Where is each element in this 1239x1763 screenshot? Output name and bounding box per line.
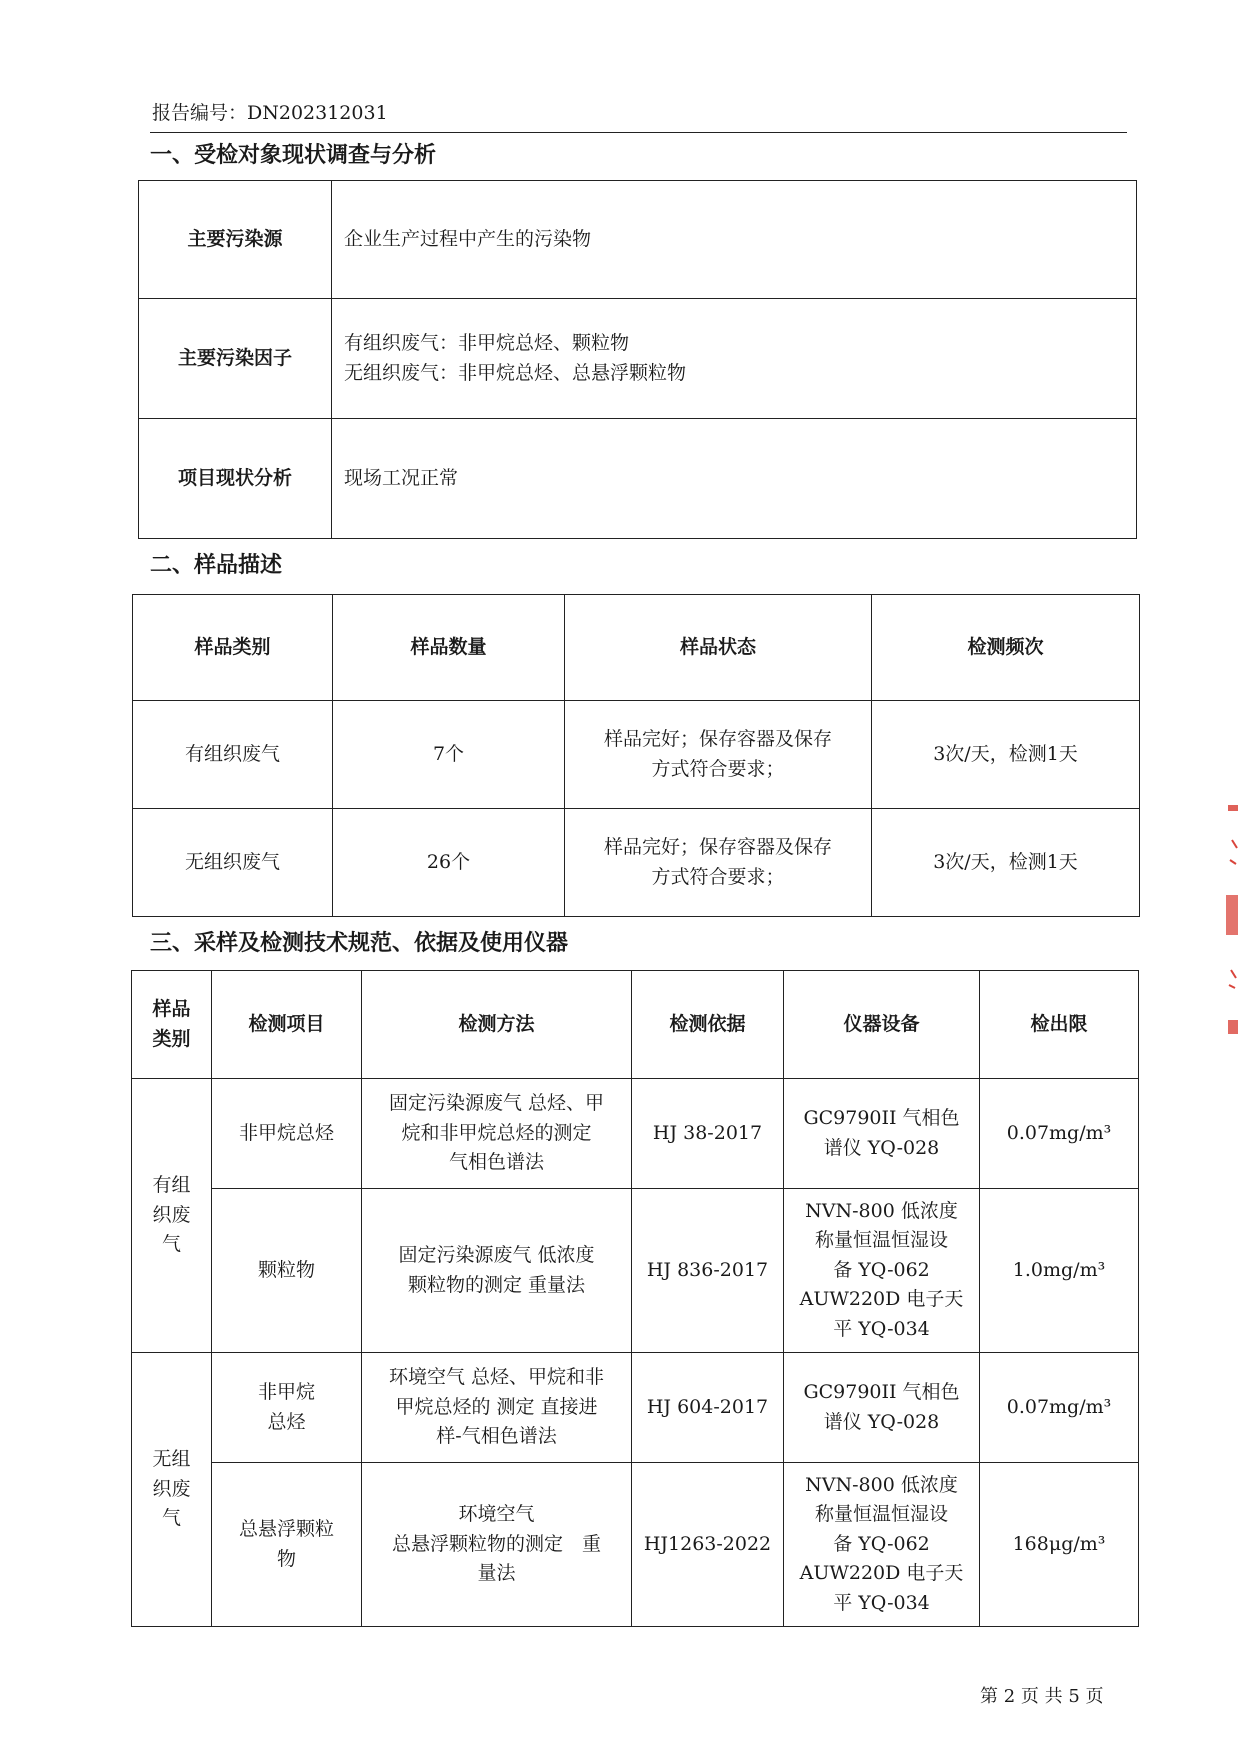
test-basis: HJ 836-2017 [632,1189,784,1353]
table-row [132,1079,1139,1189]
row-label: 主要污染源 [139,181,332,299]
section3-table [131,970,1139,1627]
table-row [133,809,1140,917]
instrument: GC9790II 气相色 谱仪 YQ-028 [784,1079,980,1189]
sample-category: 有组织废气 [133,701,333,809]
column-header: 样品 类别 [132,971,212,1079]
test-method: 固定污染源废气 低浓度 颗粒物的测定 重量法 [362,1189,632,1353]
test-item: 非甲烷总烃 [212,1079,362,1189]
table-row [132,1189,1139,1353]
table-row [139,299,1137,419]
table-row [132,1463,1139,1627]
section2-table [132,594,1140,917]
column-header: 样品数量 [333,595,565,701]
section2-title: 二、样品描述 [150,553,283,578]
table-header-row [133,595,1140,701]
sample-status: 样品完好；保存容器及保存 方式符合要求； [565,809,872,917]
table-row [139,419,1137,539]
column-header: 样品类别 [133,595,333,701]
header-rule [150,132,1127,133]
report-number: 报告编号：DN202312031 [152,102,388,124]
detection-limit: 1.0mg/m³ [980,1189,1139,1353]
test-item: 非甲烷 总烃 [212,1353,362,1463]
test-method: 环境空气 总烃、甲烷和非 甲烷总烃的 测定 直接进 样-气相色谱法 [362,1353,632,1463]
group-category: 有组 织废 气 [132,1079,212,1353]
section1-table [138,180,1137,539]
instrument: GC9790II 气相色 谱仪 YQ-028 [784,1353,980,1463]
row-value: 现场工况正常 [332,419,1137,539]
test-basis: HJ 38-2017 [632,1079,784,1189]
test-method: 环境空气 总悬浮颗粒物的测定 重 量法 [362,1463,632,1627]
group-category: 无组 织废 气 [132,1353,212,1627]
detection-limit: 168μg/m³ [980,1463,1139,1627]
detection-limit: 0.07mg/m³ [980,1079,1139,1189]
row-label: 主要污染因子 [139,299,332,419]
sample-status: 样品完好；保存容器及保存 方式符合要求； [565,701,872,809]
test-method: 固定污染源废气 总烃、甲 烷和非甲烷总烃的测定 气相色谱法 [362,1079,632,1189]
table-header-row [132,971,1139,1079]
column-header: 仪器设备 [784,971,980,1079]
detection-limit: 0.07mg/m³ [980,1353,1139,1463]
section3-title: 三、采样及检测技术规范、依据及使用仪器 [150,931,569,956]
test-frequency: 3次/天，检测1天 [872,809,1140,917]
table-row [139,181,1137,299]
page-number: 第 2 页 共 5 页 [980,1686,1104,1707]
column-header: 检测频次 [872,595,1140,701]
table-row [133,701,1140,809]
row-label: 项目现状分析 [139,419,332,539]
instrument: NVN-800 低浓度 称量恒温恒湿设 备 YQ-062 AUW220D 电子天 平 YQ-034 [784,1189,980,1353]
sample-category: 无组织废气 [133,809,333,917]
seal-stamp-icon [1222,800,1239,1060]
test-item: 总悬浮颗粒 物 [212,1463,362,1627]
section1-title: 一、受检对象现状调查与分析 [150,143,437,168]
column-header: 检测方法 [362,971,632,1079]
test-basis: HJ1263-2022 [632,1463,784,1627]
column-header: 检测依据 [632,971,784,1079]
column-header: 样品状态 [565,595,872,701]
column-header: 检测项目 [212,971,362,1079]
test-item: 颗粒物 [212,1189,362,1353]
sample-count: 26个 [333,809,565,917]
row-value: 有组织废气：非甲烷总烃、颗粒物 无组织废气：非甲烷总烃、总悬浮颗粒物 [332,299,1137,419]
row-value: 企业生产过程中产生的污染物 [332,181,1137,299]
sample-count: 7个 [333,701,565,809]
test-frequency: 3次/天，检测1天 [872,701,1140,809]
column-header: 检出限 [980,971,1139,1079]
table-row [132,1353,1139,1463]
test-basis: HJ 604-2017 [632,1353,784,1463]
instrument: NVN-800 低浓度 称量恒温恒湿设 备 YQ-062 AUW220D 电子天 平 YQ-034 [784,1463,980,1627]
